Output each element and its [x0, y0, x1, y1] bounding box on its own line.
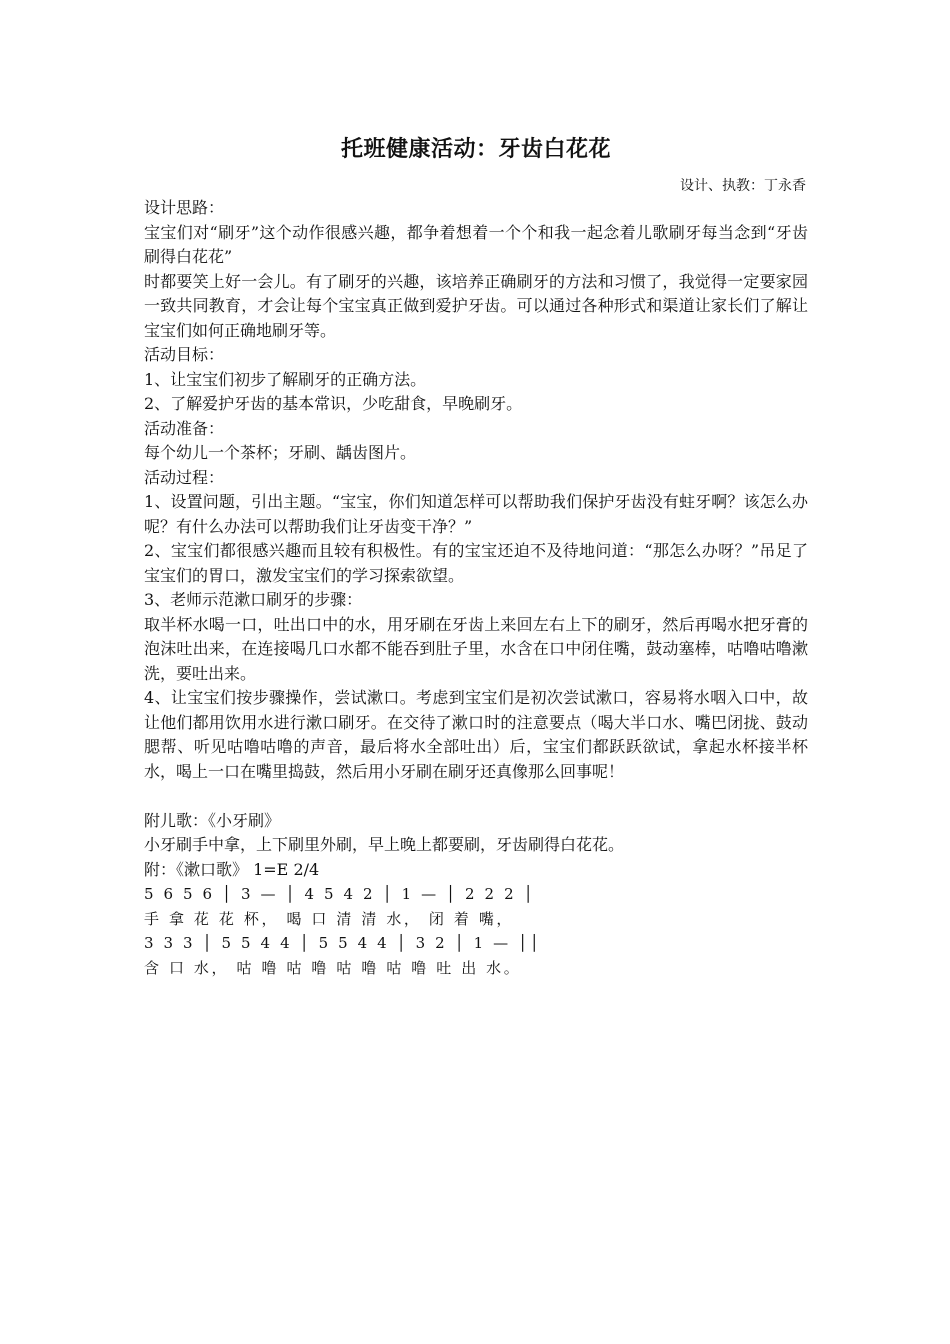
list-item: 2、宝宝们都很感兴趣而且较有积极性。有的宝宝还迫不及待地问道：“那怎么办呀？”吊足了宝宝们的胃口，激发宝宝们的学习探索欲望。 — [144, 541, 808, 585]
document-page — [144, 128, 808, 980]
section-heading-goals: 活动目标： — [144, 345, 225, 364]
list-item: 2、了解爱护牙齿的基本常识，少吃甜食，早晚刷牙。 — [144, 394, 523, 413]
paragraph: 时都要笑上好一会儿。有了刷牙的兴趣，该培养正确刷牙的方法和习惯了，我觉得一定要家园一致共同教育，才会让每个宝宝真正做到爱护牙齿。可以通过各种形式和渠道让家长们了解让宝宝们如何正确地刷牙等。 — [144, 271, 808, 340]
song-lyrics: 小牙刷手中拿，上下刷里外刷，早上晚上都要刷，牙齿刷得白花花。 — [144, 835, 625, 854]
score-lyrics-line: 含 口 水， 咕 噜 咕 噜 咕 噜 咕 噜 吐 出 水。 — [144, 958, 522, 977]
score-notes-line: 3 3 3 │ 5 5 4 4 │ 5 5 4 4 │ 3 2 │ 1 — ││ — [144, 934, 542, 952]
paragraph: 宝宝们对“刷牙”这个动作很感兴趣，都争着想着一个个和我一起念着儿歌刷牙每当念到“牙齿刷得白花花” — [144, 222, 808, 266]
paragraph: 每个幼儿一个茶杯；牙刷、龋齿图片。 — [144, 443, 417, 462]
section-heading-preparation: 活动准备： — [144, 418, 225, 438]
author-line: 设计、执教：丁永香 — [680, 178, 806, 194]
section-heading-design: 设计思路： — [144, 198, 225, 217]
score-notes-line: 5 6 5 6 │ 3 — │ 4 5 4 2 │ 1 — │ 2 2 2 │ — [144, 885, 536, 903]
document-title: 托班健康活动：牙齿白花花 — [340, 137, 611, 162]
score-title: 附：《漱口歌》 1=E 2/4 — [144, 859, 320, 879]
score-lyrics-line: 手 拿 花 花 杯， 喝 口 清 清 水， 闭 着 嘴， — [144, 909, 515, 928]
list-item: 1、设置问题，引出主题。“宝宝，你们知道怎样可以帮助我们保护牙齿没有蛀牙啊？该怎么办呢？有什么办法可以帮助我们让牙齿变干净？” — [144, 492, 808, 536]
blank-line — [144, 784, 808, 809]
list-item: 4、让宝宝们按步骤操作，尝试漱口。考虑到宝宝们是初次尝试漱口，容易将水咽入口中，故让他们都用饮用水进行漱口刷牙。在交待了漱口时的注意要点（喝大半口水、嘴巴闭拢、鼓动腮帮、听见咕噜咕噜的声音，最后将水全部吐出）后，宝宝们都跃跃欲试，拿起水杯接半杯水，喝上一口在嘴里捣鼓，然后用小牙刷在刷牙还真像那么回事呢！ — [144, 688, 808, 781]
song-title: 附儿歌：《小牙刷》 — [144, 810, 281, 830]
paragraph: 取半杯水喝一口，吐出口中的水，用牙刷在牙齿上来回左右上下的刷牙，然后再喝水把牙膏的泡沫吐出来，在连接喝几口水都不能吞到肚子里，水含在口中闭住嘴，鼓动塞棒，咕噜咕噜漱洗，要吐出来。 — [144, 614, 808, 683]
section-heading-process: 活动过程： — [144, 467, 225, 487]
list-item: 1、让宝宝们初步了解刷牙的正确方法。 — [144, 369, 427, 389]
list-item: 3、老师示范漱口刷牙的步骤： — [144, 590, 363, 609]
